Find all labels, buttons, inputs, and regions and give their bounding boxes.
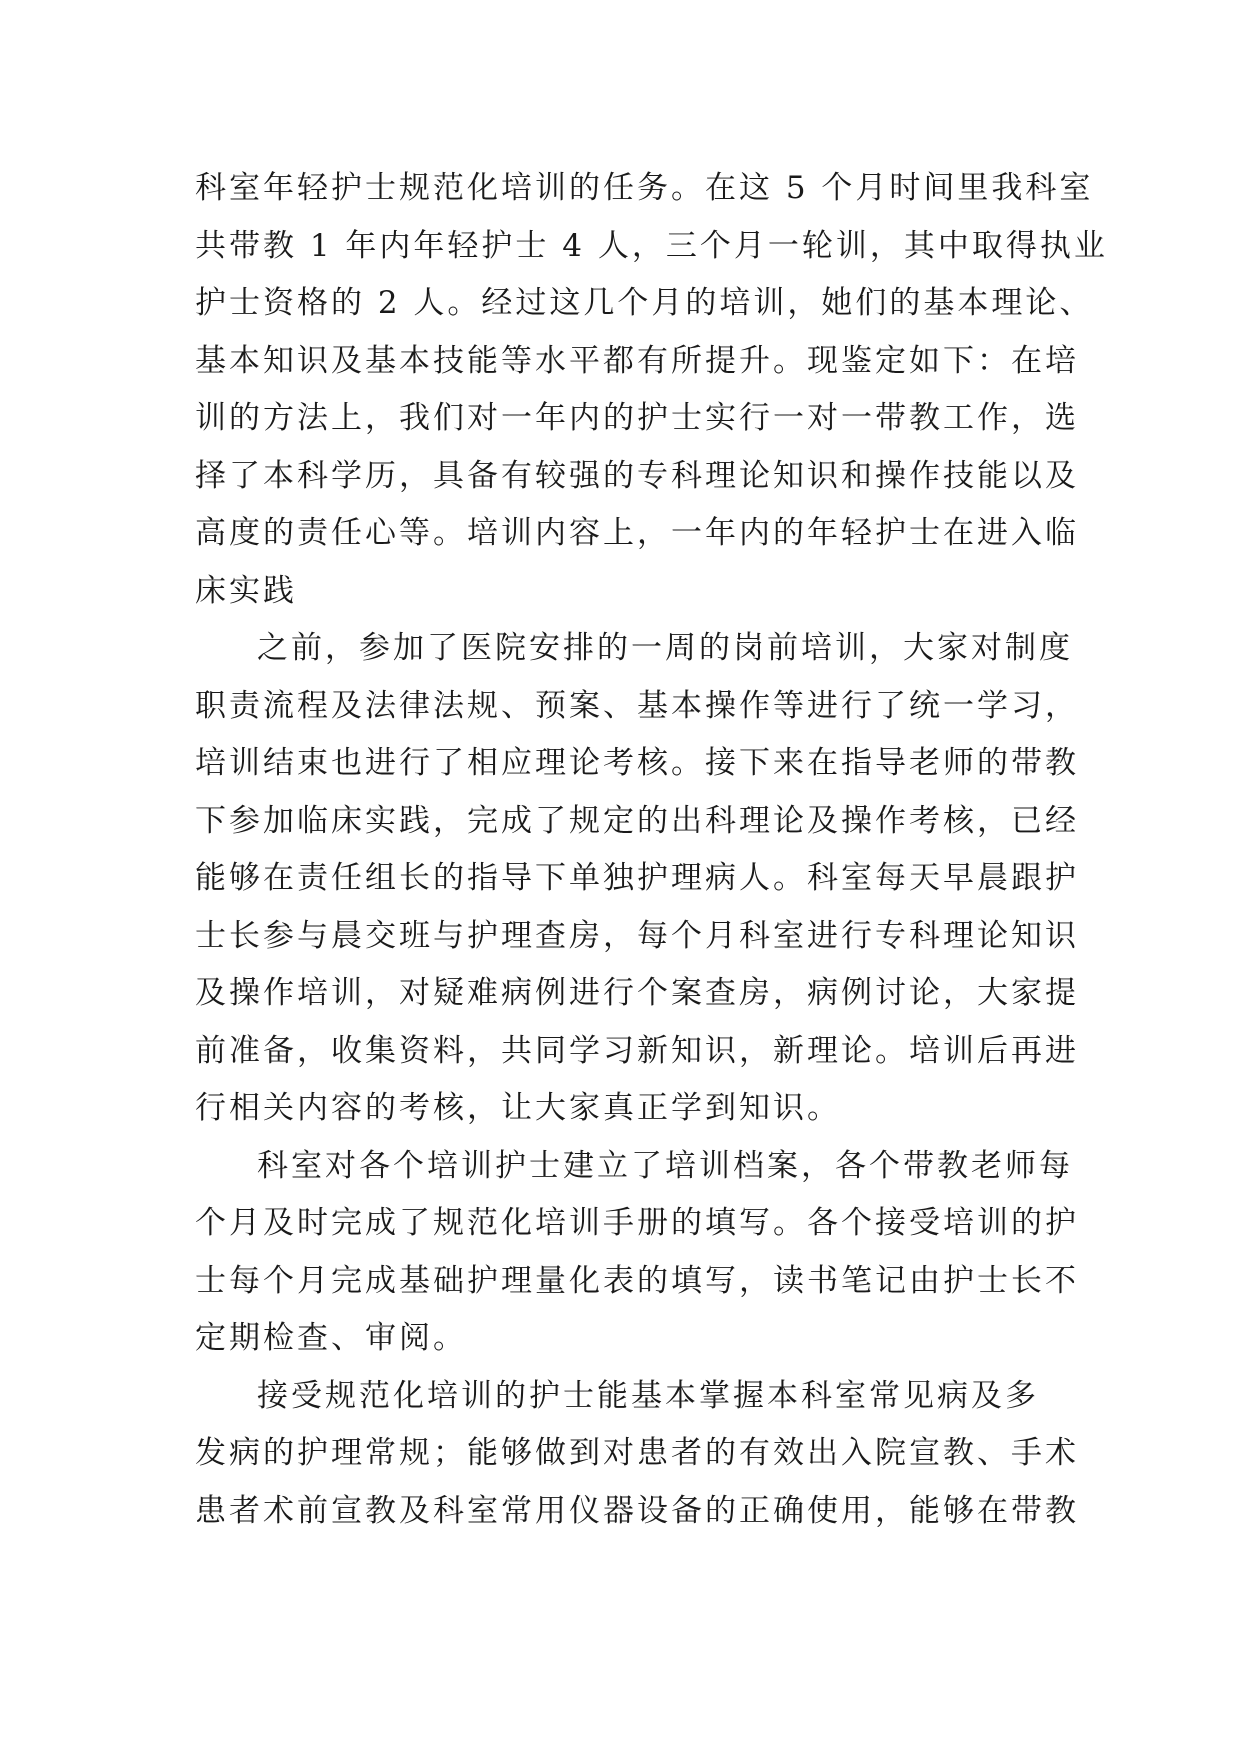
text-line: 士每个月完成基础护理量化表的填写，读书笔记由护士长不	[195, 1262, 1079, 1299]
text-line: 科室对各个培训护士建立了培训档案，各个带教老师每	[257, 1147, 1073, 1184]
text-line: 能够在责任组长的指导下单独护理病人。科室每天早晨跟护	[195, 860, 1079, 896]
text-line: 前准备，收集资料，共同学习新知识，新理论。培训后再进	[195, 1032, 1079, 1069]
text-line: 护士资格的 2 人。经过这几个月的培训，她们的基本理论、	[195, 285, 1094, 321]
text-line: 择了本科学历，具备有较强的专科理论知识和操作技能以及	[195, 457, 1079, 494]
text-line: 及操作培训，对疑难病例进行个案查房，病例讨论，大家提	[195, 975, 1079, 1011]
text-line: 下参加临床实践，完成了规定的出科理论及操作考核，已经	[195, 802, 1079, 839]
text-line: 患者术前宣教及科室常用仪器设备的正确使用，能够在带教	[195, 1492, 1079, 1529]
paragraph	[195, 620, 1079, 1138]
text-line: 共带教 1 年内年轻护士 4 人，三个月一轮训，其中取得执业	[195, 227, 1108, 264]
paragraph	[195, 1138, 1079, 1368]
text-line: 定期检查、审阅。	[195, 1320, 467, 1356]
text-line: 培训结束也进行了相应理论考核。接下来在指导老师的带教	[195, 745, 1079, 781]
text-line: 之前，参加了医院安排的一周的岗前培训，大家对制度	[257, 630, 1073, 666]
text-line: 基本知识及基本技能等水平都有所提升。现鉴定如下：在培	[195, 342, 1079, 379]
text-line: 接受规范化培训的护士能基本掌握本科室常见病及多	[257, 1377, 1039, 1414]
text-line: 个月及时完成了规范化培训手册的填写。各个接受培训的护	[195, 1205, 1079, 1241]
text-line: 行相关内容的考核，让大家真正学到知识。	[195, 1090, 841, 1126]
text-line: 训的方法上，我们对一年内的护士实行一对一带教工作，选	[195, 400, 1079, 436]
text-line: 高度的责任心等。培训内容上，一年内的年轻护士在进入临	[195, 515, 1079, 551]
text-line: 职责流程及法律法规、预案、基本操作等进行了统一学习，	[195, 687, 1079, 724]
paragraph	[195, 1368, 1079, 1541]
text-line: 士长参与晨交班与护理查房，每个月科室进行专科理论知识	[195, 917, 1079, 954]
document-body	[195, 160, 1108, 1540]
text-line: 科室年轻护士规范化培训的任务。在这 5 个月时间里我科室	[195, 170, 1094, 206]
paragraph	[195, 160, 1108, 620]
text-line: 床实践	[195, 572, 297, 609]
text-line: 发病的护理常规；能够做到对患者的有效出入院宣教、手术	[195, 1435, 1079, 1471]
